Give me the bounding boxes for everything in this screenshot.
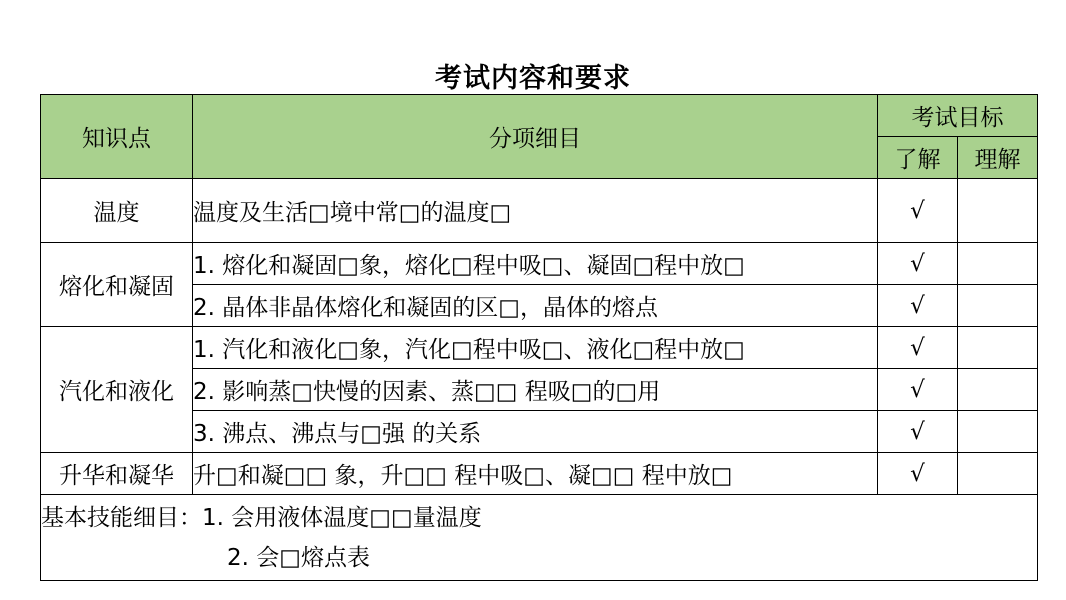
item-cell: 1. 汽化和液化□象，汽化□程中吸□、液化□程中放□ [193,327,878,369]
empty-cell [958,179,1038,243]
topic-cell: 升华和凝华 [41,453,193,495]
check-mark: √ [878,453,958,495]
empty-cell [958,327,1038,369]
table-row [41,179,1038,243]
item-cell: 3. 沸点、沸点与□强 的关系 [193,411,878,453]
item-cell: 温度及生活□境中常□的温度□ [193,179,878,243]
skills-cell [41,495,1038,581]
skills-row [41,495,1038,581]
check-mark: √ [878,369,958,411]
check-mark: √ [878,243,958,285]
header-comprehend: 理解 [958,137,1038,179]
table-row [41,453,1038,495]
header-understand: 了解 [878,137,958,179]
table-row [41,327,1038,369]
topic-cell: 汽化和液化 [41,327,193,453]
item-cell: 2. 晶体非晶体熔化和凝固的区□，晶体的熔点 [193,285,878,327]
check-mark: √ [878,179,958,243]
header-knowledge: 知识点 [41,95,193,179]
check-mark: √ [878,285,958,327]
topic-cell: 温度 [41,179,193,243]
empty-cell [958,411,1038,453]
empty-cell [958,453,1038,495]
empty-cell [958,285,1038,327]
item-cell: 升□和凝□□ 象，升□□ 程中吸□、凝□□ 程中放□ [193,453,878,495]
header-details: 分项细目 [193,95,878,179]
header-goal: 考试目标 [878,95,1038,137]
item-cell: 1. 熔化和凝固□象，熔化□程中吸□、凝固□程中放□ [193,243,878,285]
skills-first-line [41,498,1037,538]
skill-item: 1. 会用液体温度□□量温度 [202,504,482,531]
check-mark: √ [878,411,958,453]
skills-label: 基本技能细目： [41,504,202,531]
topic-cell: 熔化和凝固 [41,243,193,327]
item-cell: 2. 影响蒸□快慢的因素、蒸□□ 程吸□的□用 [193,369,878,411]
empty-cell [958,243,1038,285]
table-row [41,243,1038,285]
exam-requirements-table [40,94,1038,581]
empty-cell [958,369,1038,411]
page-title: 考试内容和要求 [435,63,631,94]
skill-item: 2. 会□熔点表 [227,544,370,571]
check-mark: √ [878,327,958,369]
